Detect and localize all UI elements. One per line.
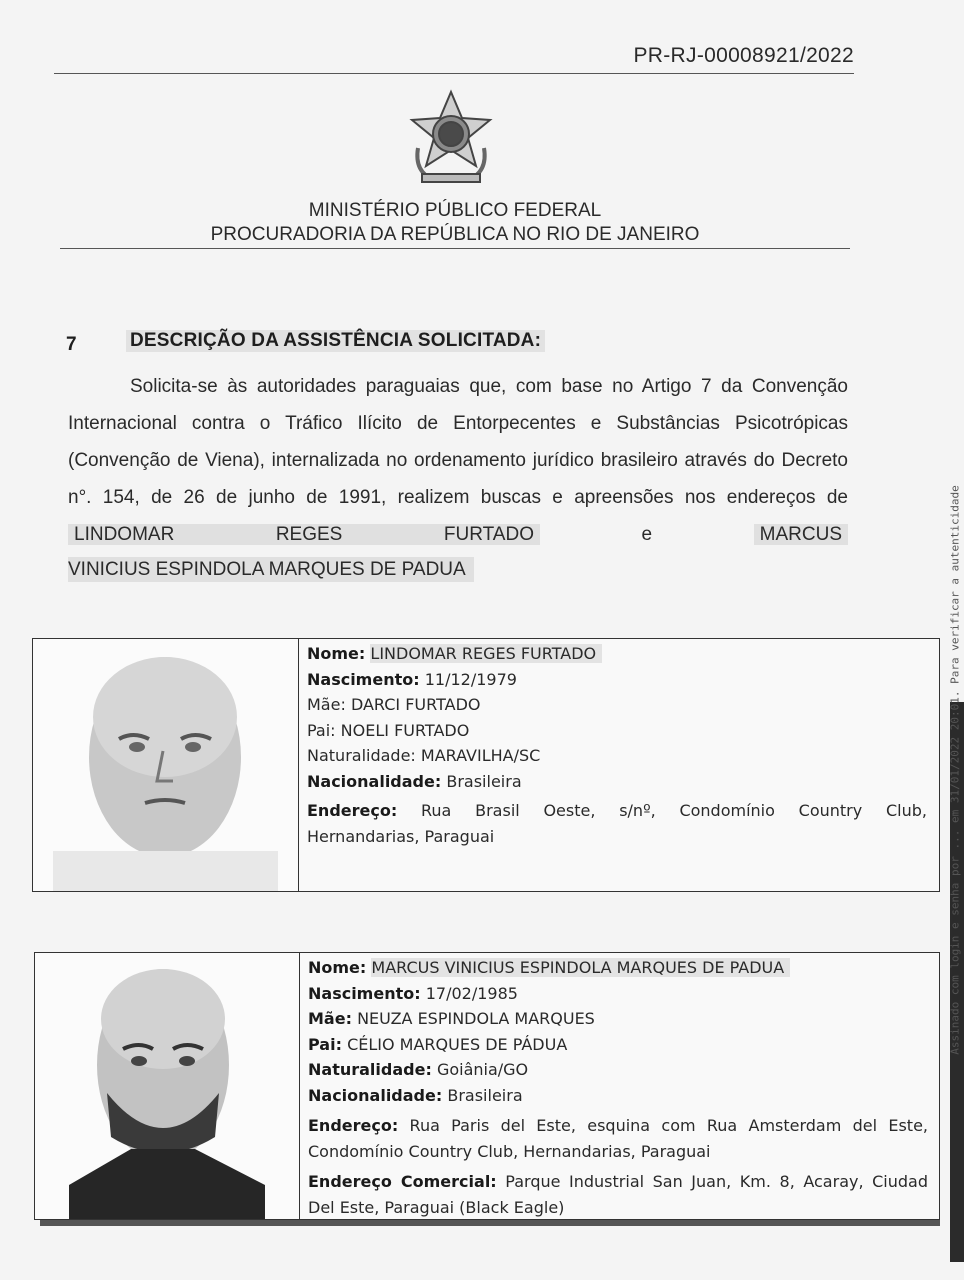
endereco-comercial-value-l2: Del Este, Paraguai (Black Eagle): [308, 1197, 565, 1217]
signature-stamp-text: Assinado com login e senha por ... em 31/01/2022 20:01. Para verificar a autenticidade: [948, 485, 962, 1055]
paragraph-line-last: [68, 559, 474, 581]
highlight-name-2b: VINICIUS ESPINDOLA MARQUES DE PADUA: [68, 557, 474, 582]
nascimento-label: Nascimento:: [308, 983, 421, 1003]
naturalidade-label: Naturalidade:: [308, 1060, 432, 1079]
pai-label: Pai:: [307, 720, 336, 740]
nome-label: Nome:: [308, 958, 367, 977]
endereco-label: Endereço:: [308, 1116, 399, 1135]
org-line-1: MINISTÉRIO PÚBLICO FEDERAL: [308, 200, 602, 221]
mae-value: DARCI FURTADO: [350, 695, 481, 714]
paragraph-text: Solicita-se às autoridades paraguaias que, com base no Artigo 7 da Convenção Internacional contra o Tráfico Ilícito de Entorpecentes e Substâncias Psicotrópicas (Convenção de Viena), internalizada no ordenamento jurídico brasileiro através do Decreto n°. 154, de 26 de junho de 1991, realizem buscas e apreensões nos endereços de: [68, 376, 848, 508]
nacionalidade-label: Nacionalidade:: [308, 1085, 443, 1105]
nacionalidade-value: Brasileira: [446, 771, 522, 791]
naturalidade-value: MARAVILHA/SC: [420, 746, 541, 765]
section-number: 7: [66, 334, 77, 355]
person-photo-2: [35, 953, 300, 1219]
endereco-value-l1: Rua Paris del Este, esquina com Rua Amsterdam del Este,: [409, 1116, 928, 1135]
endereco-value-l2: Hernandarias, Paraguai: [307, 826, 495, 846]
person-card-1: [32, 638, 940, 892]
pai-value: CÉLIO MARQUES DE PÁDUA: [347, 1034, 568, 1054]
document-number: PR-RJ-00008921/2022: [633, 44, 854, 67]
mae-label: Mãe:: [308, 1009, 352, 1028]
org-line-2: PROCURADORIA DA REPÚBLICA NO RIO DE JANEIRO: [210, 224, 700, 245]
header-rule: [54, 73, 854, 74]
request-paragraph: [68, 368, 848, 553]
endereco-value-l2: Condomínio Country Club, Hernandarias, Paraguai: [308, 1141, 711, 1161]
endereco-label: Endereço:: [307, 801, 398, 820]
nacionalidade-label: Nacionalidade:: [307, 771, 442, 791]
person-card-2: [34, 952, 940, 1220]
person-photo-1: [33, 639, 299, 891]
section-title: DESCRIÇÃO DA ASSISTÊNCIA SOLICITADA:: [126, 330, 545, 352]
nome-value: MARCUS VINICIUS ESPINDOLA MARQUES DE PADUA: [371, 958, 790, 977]
pai-label: Pai:: [308, 1034, 342, 1054]
nome-value: LINDOMAR REGES FURTADO: [370, 644, 602, 663]
brazil-coat-of-arms-icon: [404, 88, 498, 192]
highlight-name-1: LINDOMAR REGES FURTADO: [68, 524, 540, 545]
nascimento-value: 17/02/1985: [425, 983, 518, 1003]
nascimento-label: Nascimento:: [307, 669, 420, 689]
mae-label: Mãe:: [307, 695, 346, 714]
endereco-value-l1: Rua Brasil Oeste, s/nº, Condomínio Country Club,: [421, 801, 927, 820]
endereco-comercial-label: Endereço Comercial:: [308, 1172, 497, 1191]
person-info-2: [308, 955, 928, 1220]
signature-stamp-vertical: [946, 280, 964, 1260]
person-info-1: [307, 641, 927, 849]
mae-value: NEUZA ESPINDOLA MARQUES: [357, 1009, 595, 1028]
naturalidade-label: Naturalidade:: [307, 746, 416, 765]
endereco-comercial-value-l1: Parque Industrial San Juan, Km. 8, Acaray, Ciudad: [505, 1172, 928, 1191]
card-shadow: [40, 1220, 940, 1226]
nacionalidade-value: Brasileira: [447, 1085, 523, 1105]
nome-label: Nome:: [307, 644, 366, 663]
nascimento-value: 11/12/1979: [424, 669, 517, 689]
pai-value: NOELI FURTADO: [340, 720, 470, 740]
org-rule: [60, 248, 850, 249]
highlight-name-2a: MARCUS: [754, 524, 848, 545]
naturalidade-value: Goiânia/GO: [436, 1060, 529, 1079]
connector-text: e: [641, 524, 653, 545]
